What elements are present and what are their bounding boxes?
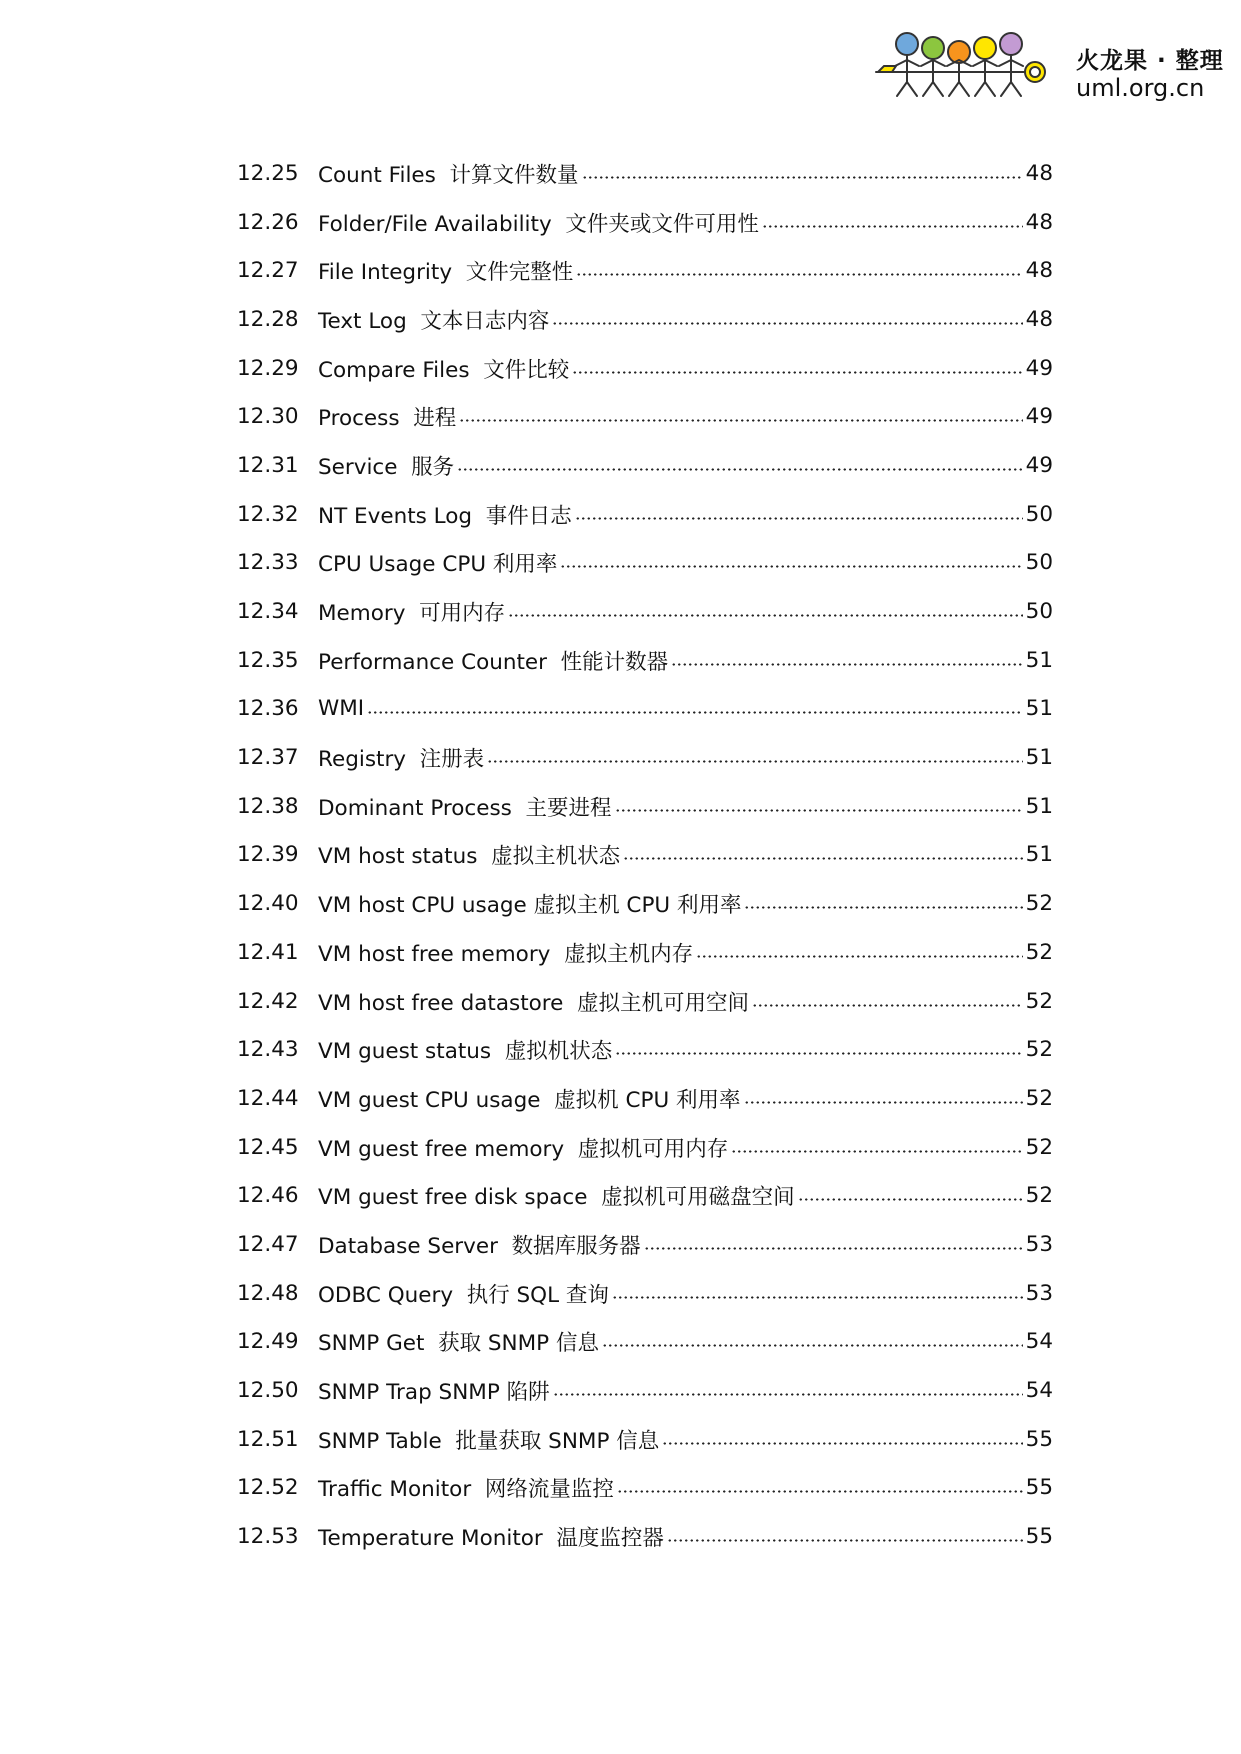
toc-entry-title: ODBC Query 执行 SQL 查询: [318, 1282, 609, 1308]
toc-entry-number: 12.34: [237, 599, 299, 625]
toc-entry-number: 12.31: [237, 452, 299, 478]
toc-dot-leader: [762, 225, 1023, 228]
page-header: [866, 30, 1224, 114]
toc-entry-page-number: 49: [1025, 452, 1053, 478]
toc-dot-leader: [552, 322, 1022, 325]
toc-entry[interactable]: [237, 441, 1053, 490]
toc-entry-page-number: 52: [1025, 1183, 1053, 1209]
toc-entry-title: VM host free memory 虚拟主机内存: [318, 941, 694, 967]
toc-entry-number: 12.44: [237, 1085, 299, 1111]
toc-dot-leader: [671, 663, 1022, 666]
toc-entry-page-number: 52: [1025, 939, 1053, 965]
toc-entry-page-number: 53: [1025, 1231, 1053, 1257]
toc-dot-leader: [553, 1393, 1023, 1396]
toc-dot-leader: [582, 176, 1023, 179]
toc-entry-page-number: 55: [1025, 1426, 1053, 1452]
toc-dot-leader: [576, 273, 1022, 276]
toc-entry-page-number: 52: [1025, 1134, 1053, 1160]
toc-entry-title: Memory 可用内存: [318, 601, 506, 627]
toc-entry-number: 12.41: [237, 939, 299, 965]
toc-dot-leader: [752, 1004, 1023, 1007]
toc-dot-leader: [457, 468, 1023, 471]
toc-dot-leader: [615, 809, 1023, 812]
toc-dot-leader: [744, 1101, 1023, 1104]
toc-entry[interactable]: [237, 392, 1053, 441]
toc-entry-number: 12.27: [237, 258, 299, 284]
toc-entry[interactable]: [237, 1220, 1053, 1269]
toc-entry-title: Compare Files 文件比较: [318, 357, 570, 383]
toc-entry-title: SNMP Get 获取 SNMP 信息: [318, 1331, 599, 1357]
toc-entry-title: Registry 注册表: [318, 747, 485, 773]
toc-entry-title: Database Server 数据库服务器: [318, 1233, 641, 1259]
toc-entry-page-number: 51: [1025, 696, 1053, 722]
toc-dot-leader: [644, 1247, 1023, 1250]
toc-entry-number: 12.49: [237, 1329, 299, 1355]
toc-entry-title: VM guest CPU usage 虚拟机 CPU 利用率: [318, 1087, 741, 1113]
toc-entry-title: VM guest free memory 虚拟机可用内存: [318, 1136, 729, 1162]
toc-entry[interactable]: [237, 1464, 1053, 1513]
toc-entry-title: VM guest free disk space 虚拟机可用磁盘空间: [318, 1185, 795, 1211]
toc-dot-leader: [615, 1052, 1022, 1055]
toc-entry-title: Performance Counter 性能计数器: [318, 649, 669, 675]
toc-entry[interactable]: [237, 928, 1053, 977]
toc-entry-title: VM host CPU usage 虚拟主机 CPU 利用率: [318, 893, 742, 919]
toc-entry-title: SNMP Table 批量获取 SNMP 信息: [318, 1428, 660, 1454]
toc-dot-leader: [367, 711, 1022, 714]
toc-entry-number: 12.52: [237, 1475, 299, 1501]
toc-entry-number: 12.32: [237, 501, 299, 527]
toc-entry-page-number: 52: [1025, 891, 1053, 917]
toc-dot-leader: [487, 760, 1022, 763]
toc-entry[interactable]: [237, 685, 1053, 734]
toc-dot-leader: [560, 565, 1022, 568]
toc-entry-number: 12.53: [237, 1524, 299, 1550]
toc-entry[interactable]: [237, 295, 1053, 344]
toc-entry[interactable]: [237, 879, 1053, 928]
toc-entry-page-number: 55: [1025, 1524, 1053, 1550]
toc-entry[interactable]: [237, 977, 1053, 1026]
toc-entry[interactable]: [237, 149, 1053, 198]
toc-entry-page-number: 48: [1025, 258, 1053, 284]
toc-entry-number: 12.47: [237, 1231, 299, 1257]
toc-entry-number: 12.50: [237, 1378, 299, 1404]
toc-entry-page-number: 51: [1025, 647, 1053, 673]
toc-dot-leader: [623, 857, 1023, 860]
toc-entry-number: 12.37: [237, 745, 299, 771]
toc-entry-title: CPU Usage CPU 利用率: [318, 552, 558, 578]
toc-entry[interactable]: [237, 1074, 1053, 1123]
toc-entry-number: 12.35: [237, 647, 299, 673]
toc-entry-page-number: 53: [1025, 1280, 1053, 1306]
toc-dot-leader: [508, 614, 1023, 617]
toc-dot-leader: [575, 517, 1023, 520]
toc-entry-number: 12.42: [237, 988, 299, 1014]
brand-title: 火龙果 · 整理: [1076, 48, 1224, 74]
toc-entry-page-number: 52: [1025, 1085, 1053, 1111]
toc-entry-title: Service 服务: [318, 454, 455, 480]
toc-entry[interactable]: [237, 1123, 1053, 1172]
toc-dot-leader: [662, 1442, 1022, 1445]
toc-entry-title: File Integrity 文件完整性: [318, 260, 574, 286]
toc-entry-page-number: 51: [1025, 745, 1053, 771]
toc-entry-page-number: 51: [1025, 842, 1053, 868]
toc-entry-title: Dominant Process 主要进程: [318, 795, 612, 821]
toc-dot-leader: [731, 1150, 1022, 1153]
toc-entry-title: Temperature Monitor 温度监控器: [318, 1526, 664, 1552]
toc-entry[interactable]: [237, 1366, 1053, 1415]
toc-entry-title: WMI: [318, 696, 365, 722]
toc-dot-leader: [572, 371, 1022, 374]
toc-entry[interactable]: [237, 1025, 1053, 1074]
toc-entry-title: VM host status 虚拟主机状态: [318, 844, 621, 870]
brand-url: uml.org.cn: [1076, 74, 1205, 102]
toc-entry[interactable]: [237, 490, 1053, 539]
toc-entry-number: 12.43: [237, 1037, 299, 1063]
toc-entry-number: 12.26: [237, 209, 299, 235]
toc-dot-leader: [667, 1539, 1023, 1542]
toc-entry-page-number: 49: [1025, 355, 1053, 381]
toc-entry-page-number: 51: [1025, 793, 1053, 819]
toc-entry-number: 12.38: [237, 793, 299, 819]
toc-dot-leader: [617, 1490, 1023, 1493]
toc-entry-page-number: 55: [1025, 1475, 1053, 1501]
toc-entry-page-number: 50: [1025, 599, 1053, 625]
toc-entry[interactable]: [237, 1318, 1053, 1367]
table-of-contents: [237, 149, 1053, 1561]
toc-dot-leader: [459, 419, 1022, 422]
toc-entry[interactable]: [237, 733, 1053, 782]
toc-entry-number: 12.33: [237, 550, 299, 576]
toc-entry[interactable]: [237, 636, 1053, 685]
toc-entry[interactable]: [237, 1415, 1053, 1464]
toc-entry[interactable]: [237, 782, 1053, 831]
toc-entry-number: 12.25: [237, 160, 299, 186]
toc-entry[interactable]: [237, 1269, 1053, 1318]
toc-entry[interactable]: [237, 246, 1053, 295]
toc-entry-page-number: 48: [1025, 209, 1053, 235]
toc-entry-number: 12.29: [237, 355, 299, 381]
toc-entry-number: 12.36: [237, 696, 299, 722]
toc-dot-leader: [744, 906, 1022, 909]
toc-entry-title: Text Log 文本日志内容: [318, 308, 550, 334]
toc-entry[interactable]: [237, 344, 1053, 393]
toc-entry-page-number: 52: [1025, 988, 1053, 1014]
toc-entry-title: VM guest status 虚拟机状态: [318, 1039, 613, 1065]
toc-entry-number: 12.45: [237, 1134, 299, 1160]
toc-entry-page-number: 49: [1025, 404, 1053, 430]
stick-figures-logo-icon: [866, 30, 1066, 114]
toc-entry[interactable]: [237, 587, 1053, 636]
toc-entry-page-number: 52: [1025, 1037, 1053, 1063]
toc-entry-title: VM host free datastore 虚拟主机可用空间: [318, 990, 750, 1016]
toc-dot-leader: [602, 1344, 1023, 1347]
toc-entry-page-number: 54: [1025, 1329, 1053, 1355]
toc-entry-title: Traffic Monitor 网络流量监控: [318, 1477, 614, 1503]
toc-entry-number: 12.46: [237, 1183, 299, 1209]
toc-entry-number: 12.28: [237, 306, 299, 332]
toc-entry[interactable]: [237, 831, 1053, 880]
toc-entry-number: 12.40: [237, 891, 299, 917]
toc-entry-page-number: 54: [1025, 1378, 1053, 1404]
toc-entry-title: NT Events Log 事件日志: [318, 503, 572, 529]
toc-entry[interactable]: [237, 539, 1053, 588]
toc-entry-page-number: 50: [1025, 501, 1053, 527]
toc-entry-page-number: 50: [1025, 550, 1053, 576]
toc-entry-number: 12.51: [237, 1426, 299, 1452]
toc-entry[interactable]: [237, 1171, 1053, 1220]
toc-entry-number: 12.48: [237, 1280, 299, 1306]
toc-entry-page-number: 48: [1025, 306, 1053, 332]
toc-entry-page-number: 48: [1025, 160, 1053, 186]
toc-entry-title: SNMP Trap SNMP 陷阱: [318, 1380, 550, 1406]
toc-dot-leader: [612, 1296, 1023, 1299]
toc-entry-number: 12.39: [237, 842, 299, 868]
toc-dot-leader: [696, 955, 1023, 958]
toc-entry[interactable]: [237, 1512, 1053, 1561]
toc-entry-title: Folder/File Availability 文件夹或文件可用性: [318, 211, 759, 237]
toc-entry-title: Process 进程: [318, 406, 457, 432]
toc-entry-title: Count Files 计算文件数量: [318, 162, 579, 188]
toc-dot-leader: [798, 1198, 1023, 1201]
toc-entry[interactable]: [237, 198, 1053, 247]
toc-entry-number: 12.30: [237, 404, 299, 430]
